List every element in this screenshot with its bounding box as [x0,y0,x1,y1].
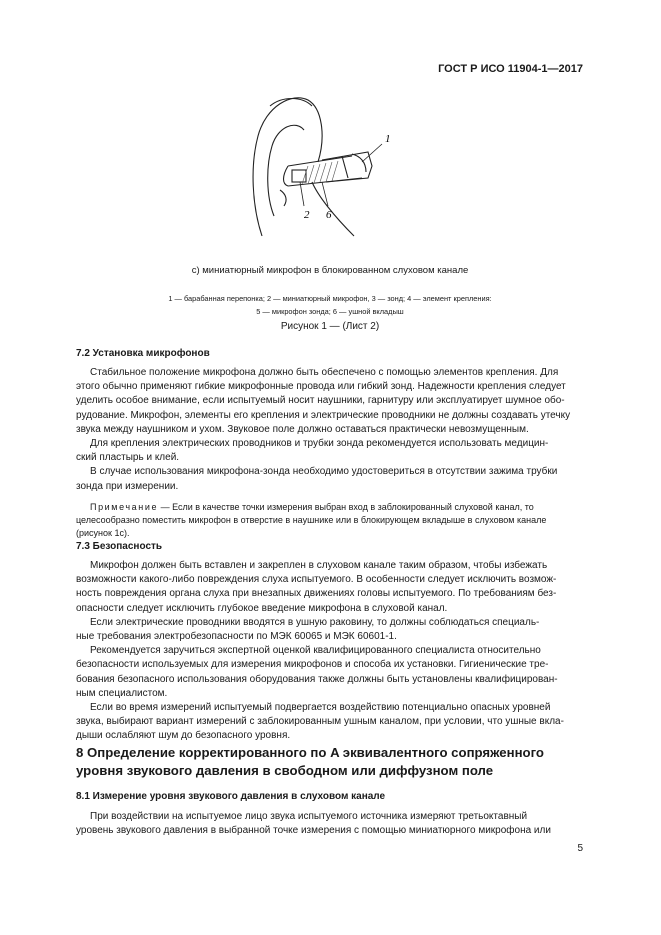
text-line: уделить особое внимание, если испытуемый носит наушники, гарнитуру или эксплуатирует шумное обо- [76,395,565,407]
callout-6: 6 [326,209,332,221]
section-heading: 7.3 Безопасность [76,541,163,552]
note-line [76,501,583,514]
text-line: дыши ослабляют шум до безопасного уровня. [76,730,291,742]
standard-number: ГОСТ Р ИСО 11904-1—2017 [438,63,583,75]
text-line: Для крепления электрических проводников и трубки зонда рекомендуется использовать медицин- [90,438,549,450]
chapter-heading-line: уровня звукового давления в свободном или диффузном поле [76,763,494,778]
section-heading: 8.1 Измерение уровня звукового давления в слуховом канале [76,791,386,802]
text-line: ность повреждения органа слуха при внезапных движениях головы испытуемого. По требованиям без- [76,588,557,600]
text-line: звука между наушником и ухом. Звуковое поле должно оставаться практически невозмущенным. [76,423,529,435]
legend-line: 1 — барабанная перепонка; 2 — миниатюрный микрофон, 3 — зонд; 4 — элемент крепления: [168,294,492,303]
section-8-1-body [76,810,583,838]
text-line: Микрофон должен быть вставлен и закреплен в слуховом канале таким образом, чтобы избежать [90,560,548,571]
text-line: безопасности используемых для измерения микрофонов и способа их установки. Гигиенические тре- [76,659,549,671]
section-7-2-body [76,366,583,540]
text-line: ные требования электробезопасности по МЭК 60065 и МЭК 60601-1. [76,631,397,643]
text-line: уровень звукового давления в выбранной точке измерения с помощью миниатюрного микрофона или [76,825,551,837]
figure-caption-c: c) миниатюрный микрофон в блокированном слуховом канале [191,265,469,276]
text-line: ский пластырь и клей. [76,452,180,464]
text-line: При воздействии на испытуемое лицо звука испытуемого источника измеряют третьоктавный [90,811,528,822]
text-line: рудование. Микрофон, элементы его крепления и электрические проводники не должны создавать утечку [76,409,571,421]
text-line: звука, выбирают вариант измерений с заблокированным ушным каналом, при условии, что ушные вкла- [76,716,564,728]
section-7-3-body [76,559,583,744]
text-line: возможности какого-либо повреждения слуха испытуемого. В особенности следует исключить возмож- [76,574,557,586]
text-line: зонда при измерении. [76,480,179,492]
ear-microphone-figure [222,86,392,256]
text-line: Стабильное положение микрофона должно быть обеспечено с помощью элементов крепления. Для [90,367,559,378]
page-number: 5 [577,843,583,854]
callout-1: 1 [385,133,391,145]
text-line: Рекомендуется заручиться экспертной оценкой квалифицированного специалиста относительно [90,645,541,657]
text-line: бования безопасного использования оборудования также должны быть установлены квалифицирован- [76,673,558,685]
section-heading: 7.2 Установка микрофонов [76,348,210,359]
legend-line: 5 — микрофон зонда; 6 — ушной вкладыш [256,307,404,316]
text-line: Если электрические проводники вводятся в ушную раковину, то должны соблюдаться специаль- [90,616,540,628]
figure-title: Рисунок 1 — (Лист 2) [280,321,380,332]
text-line: Если во время измерений испытуемый подвергается воздействию потенциально опасных уровней [90,702,551,714]
note-label: Примечание [90,501,159,512]
text-line: опасности следует исключить глубокое введение микрофона в слуховой канал. [76,602,448,614]
callout-2: 2 [304,209,310,221]
text-line: этого обычно применяют гибкие микрофонные провода или гибкий зонд. Надежности крепления следует [76,381,566,393]
note [76,501,583,540]
note-line: целесообразно поместить микрофон в отверстие в наушнике или в блокирующем вкладыше в слуховом канале [76,514,547,525]
figure-legend [60,292,600,318]
text-line: В случае использования микрофона-зонда необходимо удостовериться в отсутствии зажима трубки [90,466,558,478]
chapter-heading-line: 8 Определение корректированного по A эквивалентного сопряженного [76,745,544,760]
note-text: — Если в качестве точки измерения выбран вход в заблокированный слуховой канал, то [158,501,534,512]
chapter-heading [76,744,583,780]
text-line: ным специалистом. [76,687,168,699]
note-line: (рисунок 1c). [76,527,130,538]
